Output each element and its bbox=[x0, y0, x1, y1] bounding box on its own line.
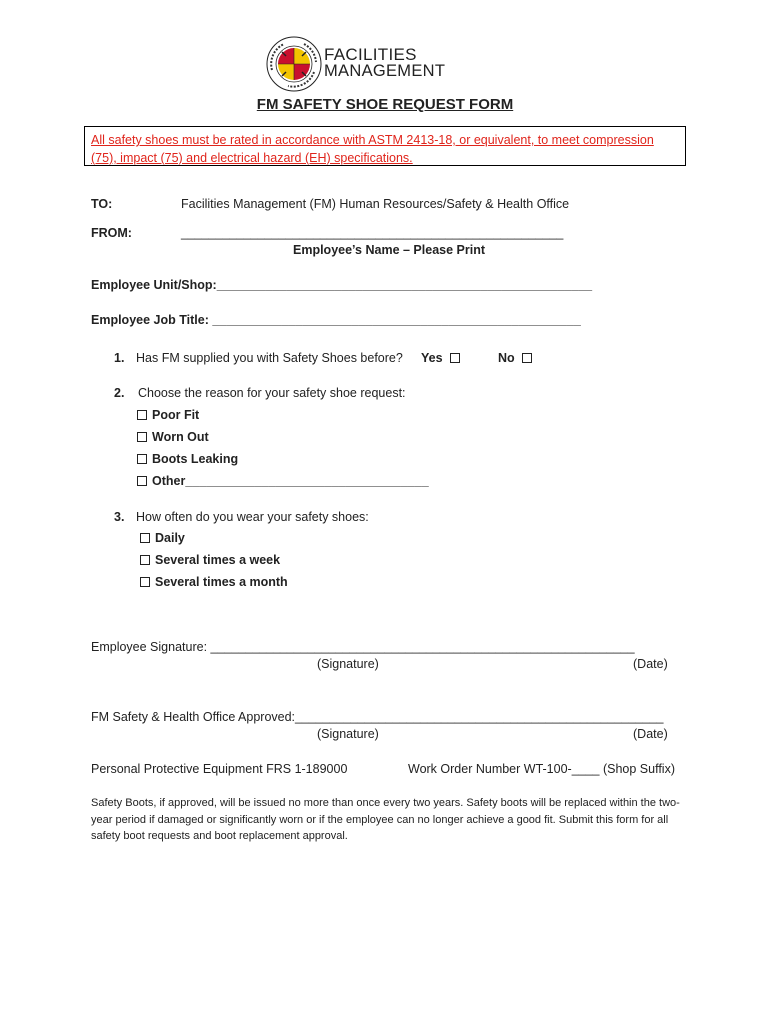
q2-option-worn-out[interactable] bbox=[137, 430, 209, 444]
from-label: FROM: bbox=[91, 226, 132, 240]
university-seal-icon bbox=[266, 36, 322, 92]
ppe-frs-text: Personal Protective Equipment FRS 1-189000 bbox=[91, 762, 348, 776]
q3-option-label: Several times a week bbox=[155, 553, 281, 567]
q3-text: How often do you wear your safety shoes: bbox=[136, 510, 369, 524]
q1-yes-option[interactable] bbox=[421, 351, 465, 365]
q2-option-boots-leaking[interactable] bbox=[137, 452, 238, 466]
q1-no-checkbox[interactable] bbox=[522, 353, 532, 363]
q2-option-label: Other___________________________________ bbox=[152, 474, 429, 488]
employee-date-caption: (Date) bbox=[633, 657, 668, 671]
employee-job-title-field[interactable]: Employee Job Title: _____________________________________________________ bbox=[91, 313, 581, 327]
q1-text: Has FM supplied you with Safety Shoes before? bbox=[136, 351, 403, 365]
q3-checkbox[interactable] bbox=[140, 533, 150, 543]
q3-option-label: Several times a month bbox=[155, 575, 288, 589]
q2-number: 2. bbox=[114, 386, 125, 400]
q3-checkbox[interactable] bbox=[140, 577, 150, 587]
office-signature-caption: (Signature) bbox=[317, 727, 379, 741]
form-title: FM SAFETY SHOE REQUEST FORM bbox=[256, 96, 514, 113]
q2-checkbox[interactable] bbox=[137, 410, 147, 420]
q3-option-label: Daily bbox=[155, 531, 185, 545]
q3-option-several-week[interactable] bbox=[140, 553, 280, 567]
q2-option-other[interactable] bbox=[137, 474, 429, 488]
q1-number: 1. bbox=[114, 351, 125, 365]
q3-option-daily[interactable] bbox=[140, 531, 185, 545]
to-value: Facilities Management (FM) Human Resources/Safety & Health Office bbox=[181, 197, 570, 211]
q1-no-label: No bbox=[498, 351, 515, 365]
q2-option-label: Boots Leaking bbox=[152, 452, 239, 466]
footer-paragraph: Safety Boots, if approved, will be issued no more than once every two years. Safety boots will be replaced within the two-year period if damaged or significantly worn or if the employee can no longer achieve a good fit. Submit this form for all safety boot requests and boot replacement approval. bbox=[91, 797, 680, 842]
office-approval-field[interactable]: FM Safety & Health Office Approved:_____________________________________________________ bbox=[91, 710, 664, 724]
q1-yes-checkbox[interactable] bbox=[450, 353, 460, 363]
q3-number: 3. bbox=[114, 510, 125, 524]
q1-no-option[interactable] bbox=[498, 351, 537, 365]
logo-wordmark bbox=[324, 46, 445, 80]
employee-name-caption: Employee’s Name – Please Print bbox=[293, 243, 485, 257]
q2-option-poor-fit[interactable] bbox=[137, 408, 199, 422]
employee-signature-caption: (Signature) bbox=[317, 657, 379, 671]
facilities-management-logo bbox=[266, 36, 466, 92]
q2-checkbox[interactable] bbox=[137, 432, 147, 442]
q2-option-label: Worn Out bbox=[152, 430, 209, 444]
q2-checkbox[interactable] bbox=[137, 476, 147, 486]
to-label: TO: bbox=[91, 197, 113, 211]
q2-checkbox[interactable] bbox=[137, 454, 147, 464]
q3-option-several-month[interactable] bbox=[140, 575, 288, 589]
notice-box bbox=[84, 126, 686, 166]
logo-line-2: MANAGEMENT bbox=[324, 62, 446, 80]
q2-text: Choose the reason for your safety shoe request: bbox=[138, 386, 406, 400]
q3-checkbox[interactable] bbox=[140, 555, 150, 565]
employee-signature-field[interactable]: Employee Signature: _____________________________________________________________ bbox=[91, 640, 635, 654]
office-date-caption: (Date) bbox=[633, 727, 668, 741]
employee-unit-shop-field[interactable]: Employee Unit/Shop:______________________________________________________ bbox=[91, 278, 593, 292]
q2-option-label: Poor Fit bbox=[152, 408, 200, 422]
employee-name-field[interactable]: _______________________________________________________ bbox=[181, 226, 564, 240]
logo-line-1: FACILITIES bbox=[324, 45, 417, 64]
notice-text: All safety shoes must be rated in accordance with ASTM 2413-18, or equivalent, to meet compression (75), impact (75) and electrical hazard (EH) specifications. bbox=[91, 133, 654, 165]
q1-yes-label: Yes bbox=[421, 351, 443, 365]
work-order-field[interactable]: Work Order Number WT-100-____ (Shop Suffix) bbox=[408, 762, 675, 776]
